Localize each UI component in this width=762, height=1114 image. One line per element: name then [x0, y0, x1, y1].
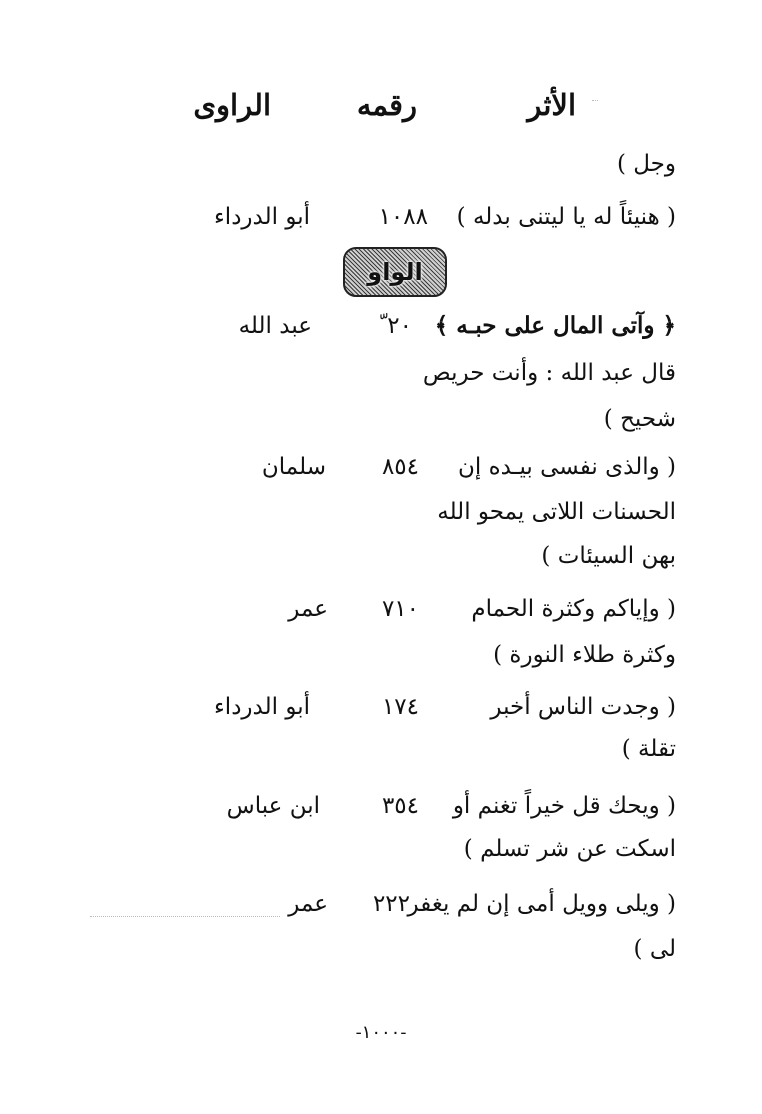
entry-narrator: سلمان [261, 454, 326, 480]
entry-narrator: أبو الدرداء [213, 694, 310, 720]
entry-text-line: ﴿ وآتى المال على حبـه ﴾ [434, 312, 676, 339]
entry-narrator: أبو الدرداء [213, 204, 310, 230]
entry-number: ٢٠ ّ [380, 313, 412, 339]
entry-text-line: بهن السيئات ) [541, 543, 676, 569]
scan-speck [592, 100, 598, 101]
entry-text-line: وجل ) [616, 151, 676, 177]
header-rawi: الراوى [193, 88, 271, 122]
entry-text-line: ( ويلى وويل أمى إن لم يغفر [407, 891, 676, 917]
entry-text-line: ( والذى نفسى بيـده إن [457, 454, 676, 480]
page-number: -١٠٠٠- [355, 1022, 407, 1043]
entry-text-line: تقلة ) [621, 736, 676, 762]
entry-number: ١٠٨٨ [378, 204, 428, 230]
entry-text-line: الحسنات اللاتى يمحو الله [437, 499, 676, 525]
section-title: الواو [367, 258, 423, 286]
entry-text-line: اسكت عن شر تسلم ) [463, 836, 676, 862]
entry-text-line: قال عبد الله : وأنت حريص [422, 360, 676, 386]
header-athar: الأثر [527, 88, 576, 122]
entry-narrator: عمر [288, 891, 328, 917]
entry-narrator: عمر [288, 596, 328, 622]
entry-number: ٧١٠ [381, 596, 419, 622]
entry-text-line: ( وإياكم وكثرة الحمام [471, 596, 676, 622]
entry-number: ٨٥٤ [381, 454, 419, 480]
entry-text-line: ( هنيئاً له يا ليتنى بدله ) [456, 204, 676, 230]
section-badge [343, 247, 447, 297]
entry-narrator: عبد الله [238, 313, 312, 339]
entry-text-line: شحيح ) [603, 406, 676, 432]
entry-number: ١٧٤ [381, 694, 419, 720]
scan-speck [90, 916, 280, 917]
entry-text-line: ( ويحك قل خيراً تغنم أو [452, 793, 676, 819]
header-raqm: رقمه [356, 88, 417, 122]
entry-number: ٣٥٤ [381, 793, 419, 819]
entry-number: ٢٢٢ [372, 891, 410, 917]
entry-text-line: وكثرة طلاء النورة ) [493, 642, 676, 668]
entry-text-line: لى ) [633, 936, 676, 962]
entry-narrator: ابن عباس [226, 793, 320, 819]
entry-text-line: ( وجدت الناس أخبر [490, 694, 676, 720]
